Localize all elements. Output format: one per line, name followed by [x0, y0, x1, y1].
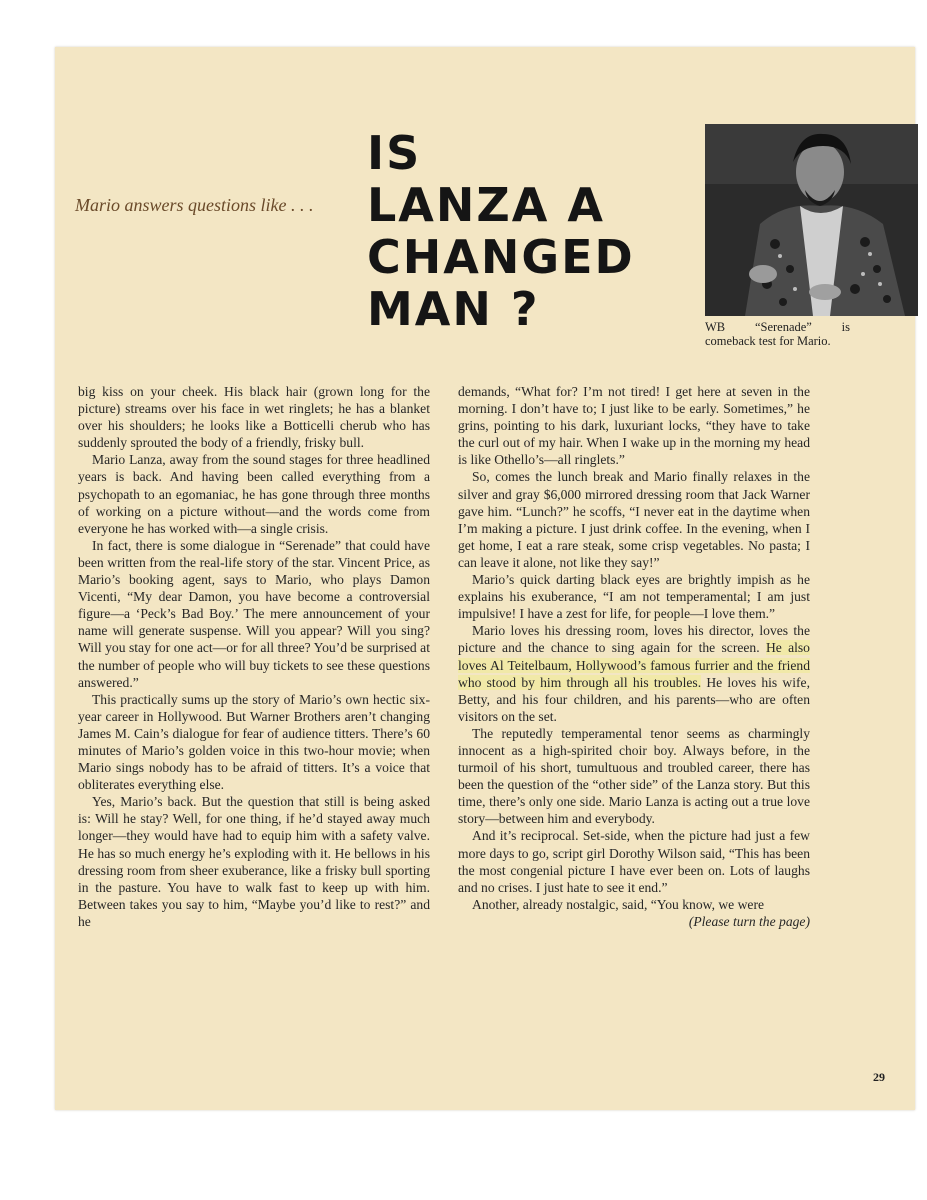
paragraph-text: He loves his wife, Betty, and his four children, and his parents—who are often visitors on the set.: [458, 674, 810, 724]
paragraph: Mario’s quick darting black eyes are brightly impish as he explains his exuberance, “I am not temperamental; I am just impulsive! I have a zest for life, for people—I love them.”: [458, 572, 810, 622]
headline-line: IS: [367, 126, 422, 180]
kicker: Mario answers questions like . . .: [75, 195, 314, 215]
magazine-page: [55, 47, 915, 1110]
turn-page-note: (Please turn the page): [688, 913, 810, 929]
paragraph: Another, already nostalgic, said, “You know, we were: [472, 896, 765, 912]
paragraph: And it’s reciprocal. Set-side, when the picture had just a few more days to go, script girl Dorothy Wilson said, “This has been the most congenial picture I have ever been on. Lots of laughs and no crises. I just hate to see it end.”: [458, 828, 810, 895]
paragraph: This practically sums up the story of Mario’s own hectic six-year career in Hollywood. But Warner Brothers aren’t changing James M. Cain’s dialogue for fear of audience titters. There’s 60 minutes of Mario’s golden voice in this two-hour movie; when Mario sings nobody has to be afraid of titters. It’s a voice that obliterates everything else.: [78, 691, 430, 793]
paragraph: Mario Lanza, away from the sound stages for three headlined years is back. And having been called everything from a psychopath to an egomaniac, he has gone through three months of working on a picture without—and the words come from everyone he has worked with—a single crisis.: [78, 452, 430, 536]
paragraph: In fact, there is some dialogue in “Serenade” that could have been written from the real-life story of the star. Vincent Price, as Mario’s booking agent, says to Mario, who plays Damon Vicenti, “My dear Damon, you have become a controversial figure—a ‘Peck’s Bad Boy.’ The mere announcement of your name will generate suspense. Will you appear? Will you sing? Will you stay for one act—or for all three? You’d be surprised at the number of people who will buy tickets to see these questions answered.”: [78, 537, 430, 690]
right-column: [458, 383, 810, 930]
paragraph: The reputedly temperamental tenor seems as charmingly innocent as a high-spirited choir boy. Always before, in the turmoil of his short, tumultuous and troubled career, there has been the question of the “other side” of the Lanza story. But this time, there’s only one side. Mario Lanza is acting out a true love story—between him and everybody.: [458, 725, 810, 827]
headline: [367, 127, 635, 335]
paragraph: Yes, Mario’s back. But the question that still is being asked is: Will he stay? Well, for one thing, if he’d stayed away much longer—they would have had to equip him with a safety valve. He has so much energy he’s exploding with it. He bellows in his dressing room from sheer exuberance, like a frisky bull sporting in the pasture. You have to walk fast to keep up with him. Between takes you say to him, “Maybe you’d like to rest?” and he: [78, 794, 430, 929]
paragraph-text: Mario loves his dressing room, loves his director, loves the picture and the chance to sing again for the screen.: [458, 623, 810, 656]
highlighted-text: He also loves Al Teitelbaum, Hollywood’s famous furrier and the friend who stood by him through all his troubles.: [458, 640, 810, 690]
paragraph: So, comes the lunch break and Mario finally relaxes in the silver and gray $6,000 mirrored dressing room that Jack Warner gave him. “Lunch?” he scoffs, “I never eat in the daytime when I’m making a picture. I just drink coffee. In the evening, when I get home, I eat a rare steak, some crisp vegetables. No pasta; I can leave it alone, not like they say!”: [458, 469, 810, 570]
photo-caption: WB “Serenade” is comeback test for Mario.: [705, 320, 850, 348]
paragraph: demands, “What for? I’m not tired! I get here at seven in the morning. I don’t have to; I just like to be early. Sometimes,” he grins, pointing to his dark, luxuriant locks, “they have to take the curl out of my hair. When I wake up in the morning my head is like Othello’s—all ringlets.”: [458, 384, 810, 468]
left-column: [78, 383, 430, 930]
page-number: 29: [873, 1070, 885, 1084]
mario-lanza-photo: [705, 124, 918, 316]
paragraph: [458, 622, 810, 725]
headline-line: MAN ?: [367, 282, 540, 336]
headline-line: LANZA A: [367, 178, 605, 232]
headline-line: CHANGED: [367, 230, 635, 284]
photo-illustration: [705, 124, 918, 316]
paragraph: big kiss on your cheek. His black hair (grown long for the picture) streams over his face in wet ringlets; he has a blanket over his shoulders; he looks like a Botticelli cherub who has suddenly sprouted the body of a friendly, frisky bull.: [78, 384, 430, 451]
